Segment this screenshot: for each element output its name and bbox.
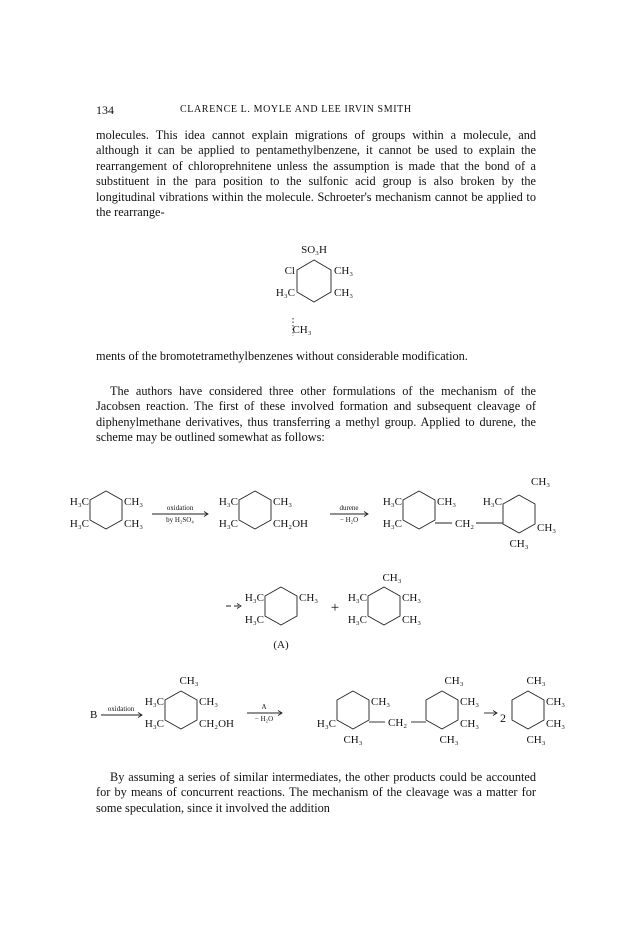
substituent-ul: Cl [284,265,295,277]
ring-alcohol-2 [165,691,197,729]
durene-ll: H₃C [69,518,89,530]
alcohol2-top: CH₃ [179,675,199,687]
p2-ur: CH₃ [402,592,422,604]
ring-product-1 [265,587,297,625]
ring-product-3 [512,691,544,729]
paragraph-1: molecules. This idea cannot explain migrations of groups within a molecule, and although it can be applied to pentamethylbenzene, it cannot be used to explain the rearrangement of chloroprehnitene unless the assumption is made that the bond of a substituent in the para position to the sulfonic acid group is also broken by the longitudinal vibrations within the molecule. Schroeter's mechanism cannot be applied to the rearrange- [96,128,536,220]
arrow-3-label: oxidation [107,705,135,713]
author-header: CLARENCE L. MOYLE AND LEE IRVIN SMITH [180,104,412,115]
coefficient-2: 2 [500,711,506,725]
ring-durene [90,491,122,529]
running-header [96,103,536,119]
alcohol2-lr: CH₂OH [199,718,235,730]
alcohol2-ll: H₃C [144,718,164,730]
paragraph-3: The authors have considered three other formulations of the mechanism of the Jacobsen reaction. The first of these involved formation and subsequent cleavage of diphenylmethane derivatives, thus transferring a methyl group. Applied to durene, the scheme may be outlined somewhat as follows: [96,384,536,445]
ring-product-2 [368,587,400,625]
ring-alcohol [239,491,271,529]
product3-lr: CH₃ [546,718,566,730]
durene-ur: CH₃ [124,496,144,508]
alcohol2-ur: CH₃ [199,696,219,708]
dimer2-right-lr: CH₃ [460,718,480,730]
dimer-right-ul: H₃C [482,496,502,508]
ring-dimer-right [503,495,535,533]
substituent-lr: CH₃ [334,287,354,299]
dimer-left-ul: H₃C [382,496,402,508]
p1-ll: H₃C [244,614,264,626]
dimer2-left-bottom: CH₃ [343,734,363,746]
dimer-right-top: CH₃ [531,476,551,488]
dimer-bridge: CH₂ [455,518,475,530]
p1-ul: H₃C [244,592,264,604]
p2-ll: H₃C [347,614,367,626]
substituent-ur: CH₃ [334,265,354,277]
arrow-1-label-bottom: by H₂SO₄ [166,516,194,524]
arrow-4-label-bottom: − H₂O [254,715,274,723]
product3-bottom: CH₃ [526,734,546,746]
alcohol-lr: CH₂OH [273,518,309,530]
dimer-right-r: CH₃ [537,522,557,534]
alcohol2-ul: H₃C [144,696,164,708]
dimer2-bridge: CH₂ [388,717,408,729]
start-B: B [90,709,98,721]
dimer2-right-bottom: CH₃ [439,734,459,746]
arrow-1-label-top: oxidation [166,504,194,512]
page-number: 134 [96,103,114,117]
dimer2-right-ur: CH₃ [460,696,480,708]
substituent-ll: H₃C [275,287,295,299]
ring-dimer2-right [426,691,458,729]
arrow-2-label-bottom: − H₂O [339,516,359,524]
alcohol-ul: H₃C [218,496,238,508]
alcohol-ur: CH₃ [273,496,293,508]
p2-top: CH₃ [382,572,402,584]
arrow-4-label-top: A [261,703,267,711]
scheme-oxidation-B [0,665,629,767]
paragraph-2: ments of the bromotetramethylbenzenes without considerable modification. [96,349,468,363]
ring-dimer-left [403,491,435,529]
substituent-top: SO₃H [301,244,327,256]
structure-sulfonic-acid [0,235,629,350]
dimer2-right-top: CH₃ [444,675,464,687]
dimer-left-ll: H₃C [382,518,402,530]
p2-lr: CH₃ [402,614,422,626]
substituent-bottom: CH₃ [292,324,312,336]
p2-ul: H₃C [347,592,367,604]
durene-lr: CH₃ [124,518,144,530]
dimer-right-bottom: CH₃ [509,538,529,550]
dimer2-left-ll: H₃C [316,718,336,730]
product3-ur: CH₃ [546,696,566,708]
alcohol-ll: H₃C [218,518,238,530]
scheme-products-A [0,563,629,665]
p1-ur: CH₃ [299,592,319,604]
durene-ul: H₃C [69,496,89,508]
plus-sign: + [330,600,340,616]
benzene-ring [297,260,331,302]
dimer2-left-ur: CH₃ [371,696,391,708]
ring-dimer2-left [337,691,369,729]
product3-top: CH₃ [526,675,546,687]
paragraph-4: By assuming a series of similar intermediates, the other products could be accounted for by means of concurrent reactions. The mechanism of the cleavage was a matter for some speculation, since it involved the addition [96,770,536,815]
label-A: (A) [273,639,289,651]
scheme-durene-oxidation [0,470,629,560]
dimer-left-ur: CH₃ [437,496,457,508]
arrow-2-label-top: durene [339,504,359,512]
